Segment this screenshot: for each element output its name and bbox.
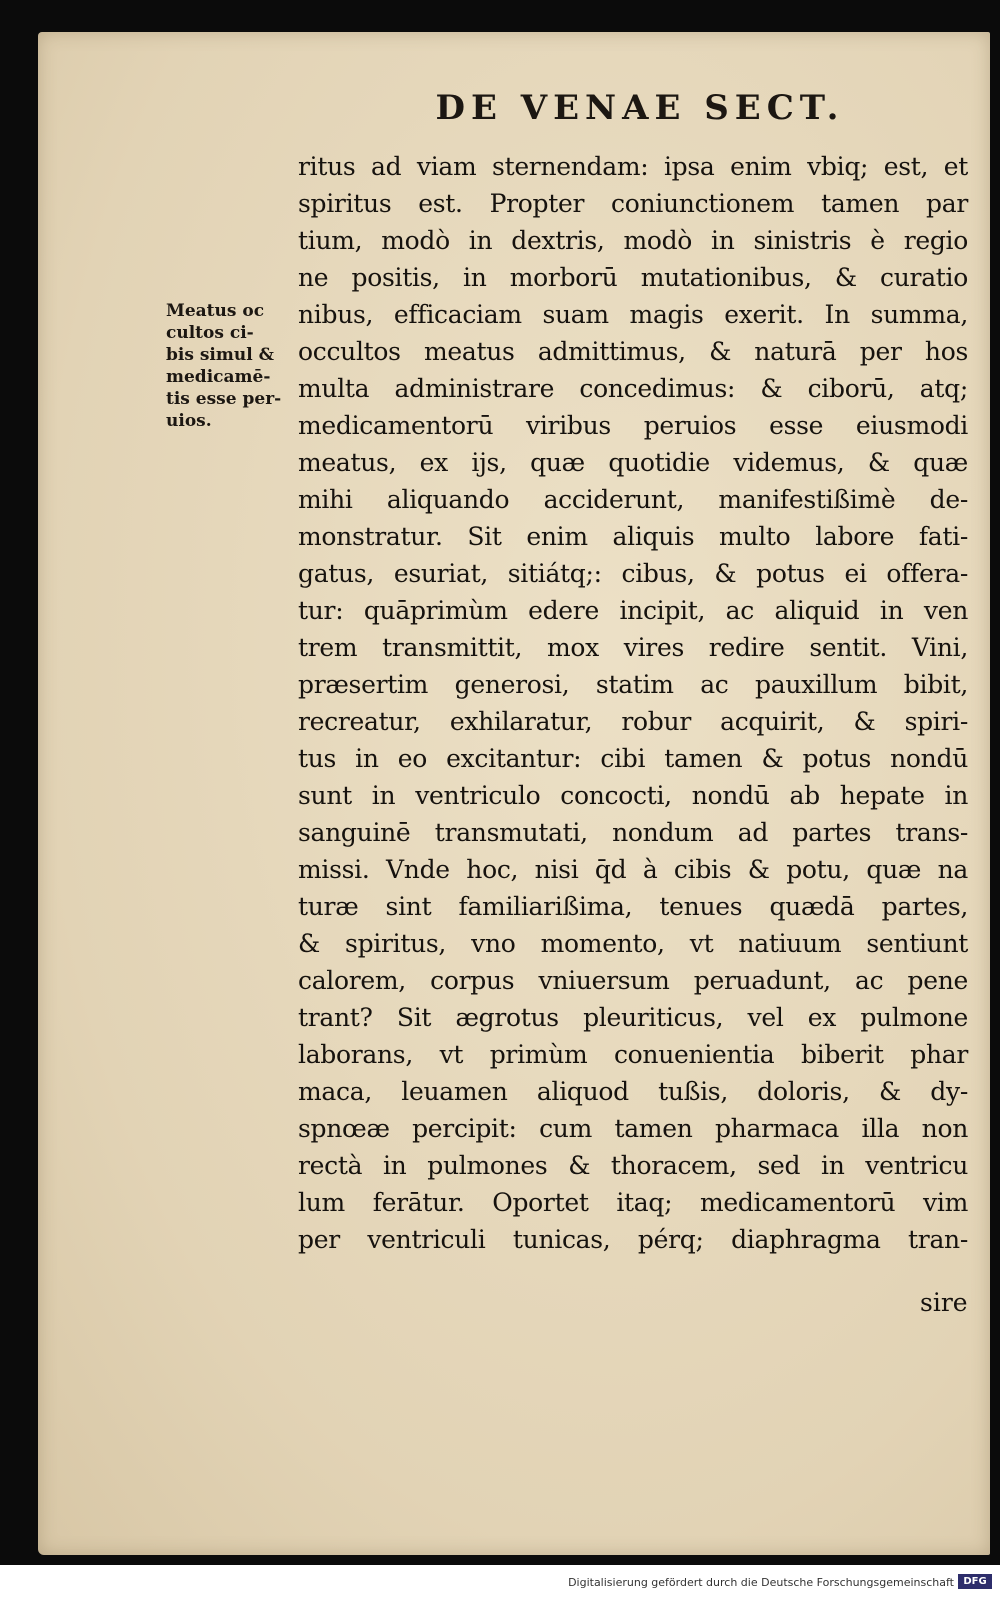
marginal-note-line: tis esse per-	[166, 389, 282, 409]
text-line: & spiritus, vno momento, vt natiuum sentiunt	[298, 929, 968, 958]
text-line: meatus, ex ijs, quæ quotidie videmus, & quæ	[298, 448, 968, 477]
marginal-note-line: medicamē-	[166, 367, 271, 387]
text-line: calorem, corpus vniuersum peruadunt, ac pene	[298, 966, 968, 995]
text-line: medicamentorū viribus peruios esse eiusmodi	[298, 411, 968, 440]
catchword: sire	[920, 1288, 968, 1317]
footer-bar	[0, 1565, 1000, 1599]
marginal-note-line: Meatus oc	[166, 301, 265, 321]
text-line: multa administrare concedimus: & ciborū, atq;	[298, 374, 968, 403]
marginal-note-line: uios.	[166, 411, 212, 431]
text-line: trant? Sit ægrotus pleuriticus, vel ex pulmone	[298, 1003, 968, 1032]
text-line: maca, leuamen aliquod tußis, doloris, & dy-	[298, 1077, 968, 1106]
text-line: ne positis, in morborū mutationibus, & curatio	[298, 263, 968, 292]
text-line: nibus, efficaciam suam magis exerit. In summa,	[298, 300, 968, 329]
text-line: sunt in ventriculo concocti, nondū ab hepate in	[298, 781, 968, 810]
funding-credit: Digitalisierung gefördert durch die Deutsche Forschungsgemeinschaft	[568, 1576, 954, 1589]
text-line: monstratur. Sit enim aliquis multo labore fati-	[298, 522, 968, 551]
text-line: gatus, esuriat, sitiátq;: cibus, & potus ei offera-	[298, 559, 968, 588]
text-line: mihi aliquando acciderunt, manifestißimè de-	[298, 485, 968, 514]
marginal-note-line: bis simul &	[166, 345, 274, 365]
marginal-note-line: cultos ci-	[166, 323, 254, 343]
running-head: DE VENAE SECT.	[435, 88, 845, 128]
text-line: trem transmittit, mox vires redire sentit. Vini,	[298, 633, 968, 662]
text-line: recreatur, exhilaratur, robur acquirit, & spiri-	[298, 707, 968, 736]
text-line: præsertim generosi, statim ac pauxillum bibit,	[298, 670, 968, 699]
text-line: laborans, vt primùm conuenientia biberit phar	[298, 1040, 968, 1069]
text-line: tium, modò in dextris, modò in sinistris è regio	[298, 226, 968, 255]
text-line: spnœæ percipit: cum tamen pharmaca illa non	[298, 1114, 968, 1143]
text-line: spiritus est. Propter coniunctionem tamen par	[298, 189, 968, 218]
text-line: turæ sint familiarißima, tenues quædā partes,	[298, 892, 968, 921]
marginal-note	[166, 300, 294, 432]
text-line: occultos meatus admittimus, & naturā per hos	[298, 337, 968, 366]
text-line: lum ferātur. Oportet itaq; medicamentorū vim	[298, 1188, 968, 1217]
text-line: rectà in pulmones & thoracem, sed in ventricu	[298, 1151, 968, 1180]
text-line: sanguinē transmutati, nondum ad partes trans-	[298, 818, 968, 847]
text-line: tus in eo excitantur: cibi tamen & potus nondū	[298, 744, 968, 773]
main-text-block	[298, 148, 968, 1258]
text-line: ritus ad viam sternendam: ipsa enim vbiq; est, et	[298, 152, 968, 181]
text-line: per ventriculi tunicas, pérq; diaphragma tran-	[298, 1225, 968, 1254]
text-line: tur: quāprimùm edere incipit, ac aliquid in ven	[298, 596, 968, 625]
dfg-logo: DFG	[958, 1574, 992, 1589]
text-line: missi. Vnde hoc, nisi q̄d à cibis & potu, quæ na	[298, 855, 968, 884]
